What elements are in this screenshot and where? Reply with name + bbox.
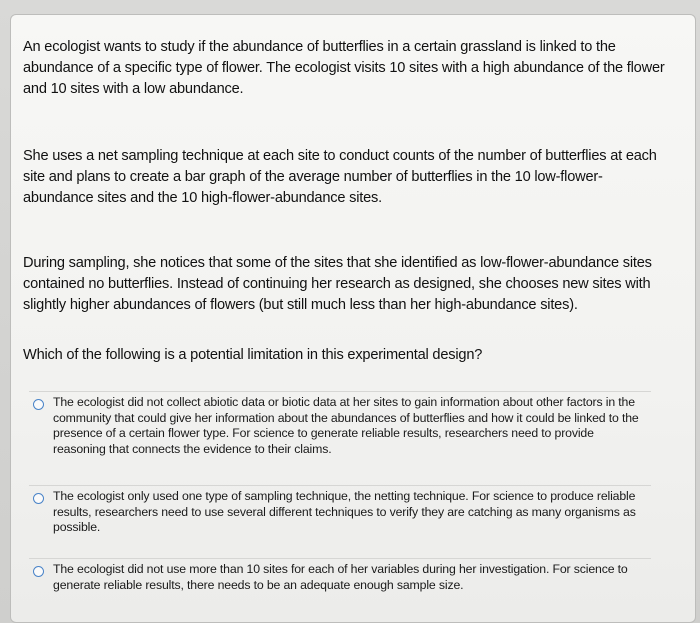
question-paragraph-2: She uses a net sampling technique at each site to conduct counts of the number of butterflies at each site and plans to create a bar graph of the average number of butterflies in the 10 low-flower-abundance sites and the 10 high-flower-abundance sites. (23, 148, 657, 206)
radio-button-icon[interactable] (33, 399, 44, 410)
question-paragraph-3: During sampling, she notices that some of the sites that she identified as low-flower-abundance sites contained no butterflies. Instead of continuing her research as designed, she chooses new sites with slightly higher abundances of flowers (but still much less than her high-abundance sites). (23, 255, 652, 313)
answer-option-1[interactable] (29, 391, 651, 456)
answer-option-3-text: The ecologist did not use more than 10 sites for each of her variables during her investigation. For science to generate reliable results, there needs to be an adequate enough sample size. (53, 562, 628, 592)
radio-button-icon[interactable] (33, 493, 44, 504)
answer-option-1-text: The ecologist did not collect abiotic data or biotic data at her sites to gain information about other factors in the community that could give her information about the abundances of butterflies and how it could be linked to the presence of a certain flower type. For science to generate reliable results, researchers need to provide reasoning that connects the evidence to their claims. (53, 395, 639, 456)
answer-option-3[interactable] (29, 558, 651, 592)
answer-option-2[interactable] (29, 485, 651, 535)
question-panel (10, 14, 696, 623)
question-paragraph-1: An ecologist wants to study if the abundance of butterflies in a certain grassland is linked to the abundance of a specific type of flower. The ecologist visits 10 sites with a high abundance of the flower and 10 sites with a low abundance. (23, 39, 665, 97)
radio-button-icon[interactable] (33, 566, 44, 577)
answer-option-2-text: The ecologist only used one type of sampling technique, the netting technique. For science to produce reliable results, researchers need to use several different techniques to verify they are catching as many organisms as possible. (53, 489, 636, 535)
question-prompt: Which of the following is a potential limitation in this experimental design? (23, 347, 483, 363)
